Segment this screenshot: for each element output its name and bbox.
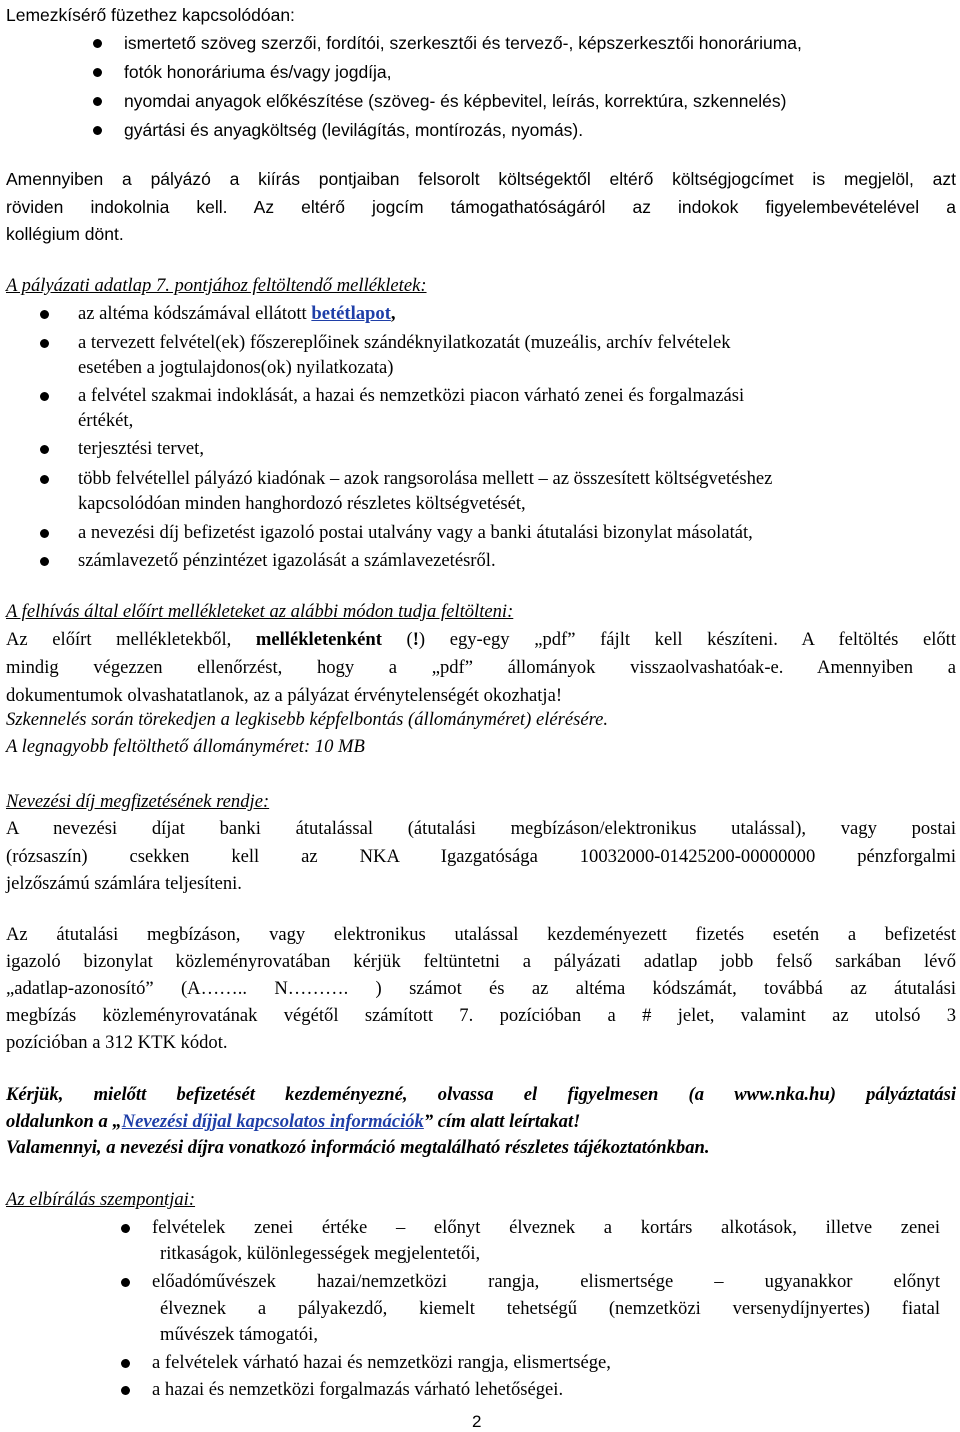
fee-line-2: (rózsaszín) csekken kell az NKA Igazgatósága 10032000-01425200-00000000 pénzforgalmi [6, 846, 956, 867]
bullet-icon [40, 310, 49, 319]
upload-line-1-bold: mellékletenként [255, 629, 382, 650]
notice-line-2-text-a: oldalunkon a „ [6, 1111, 122, 1132]
attachments-heading: A pályázati adatlap 7. pontjához feltöltendő mellékletek: [6, 275, 427, 296]
bullet-icon [40, 557, 49, 566]
bullet-icon [93, 126, 102, 135]
intro-heading: Lemezkísérő füzethez kapcsolódóan: [6, 5, 295, 25]
intro-item-1: ismertető szöveg szerzői, fordítói, szerkesztői és tervező-, képszerkesztői honoráriuma, [124, 33, 802, 53]
attachment-item-6: a nevezési díj befizetést igazoló postai utalvány vagy a banki átutalási bizonylat másolatát, [78, 522, 753, 543]
bullet-icon [93, 97, 102, 106]
attachment-item-2-line-1: a tervezett felvétel(ek) főszereplőinek szándéknyilatkozatát (muzeális, archív felvételek [78, 332, 731, 353]
attachment-item-5-line-2: kapcsolódóan minden hanghordozó részletes költségvetését, [78, 493, 526, 514]
transfer-line-1: Az átutalási megbízáson, vagy elektronikus utalással kezdeményezett fizetés esetén a befizetést [6, 924, 956, 945]
attachment-item-1-comma: , [390, 303, 396, 324]
criteria-item-2-line-3: művészek támogatói, [160, 1324, 319, 1345]
upload-line-2: mindig végezzen ellenőrzést, hogy a „pdf” állományok visszaolvashatóak-e. Amennyiben a [6, 657, 956, 678]
criteria-heading: Az elbírálás szempontjai: [6, 1189, 196, 1210]
upload-line-1-text-e: ) egy-egy „pdf” fájlt kell készíteni. A feltöltés előtt [418, 629, 957, 650]
notice-line-2-text-b: ” cím alatt leírtakat! [423, 1111, 581, 1132]
upload-line-1 [6, 628, 956, 652]
criteria-item-1-line-2: ritkaságok, különlegességek megjelentetői, [160, 1243, 481, 1264]
nevezesi-dij-info-link[interactable]: Nevezési díjjal kapcsolatos információk [121, 1111, 424, 1132]
bullet-icon [93, 68, 102, 77]
bullet-icon [121, 1386, 130, 1395]
upload-line-1-text-a: Az előírt mellékletekből, [6, 629, 256, 650]
bullet-icon [121, 1224, 130, 1233]
attachment-item-5-line-1: több felvétellel pályázó kiadónak – azok rangsorolása mellett – az összesített költségvetéshez [78, 468, 773, 489]
transfer-line-5: pozícióban a 312 KTK kódot. [6, 1032, 228, 1053]
bullet-icon [40, 475, 49, 484]
intro-paragraph-line-2: röviden indokolnia kell. Az eltérő jogcím támogathatóságáról az indokok figyelembevételével a [6, 197, 956, 217]
attachment-item-2-line-2: esetében a jogtulajdonos(ok) nyilatkozata) [78, 357, 394, 378]
attachment-item-7: számlavezető pénzintézet igazolását a számlavezetésről. [78, 550, 496, 571]
transfer-line-3: „adatlap-azonosító” (A…….. N………. ) számot és az altéma kódszámát, továbbá az átutalási [6, 978, 956, 999]
bullet-icon [40, 445, 49, 454]
fee-line-1: A nevezési díjat banki átutalással (átutalási megbízáson/elektronikus utalással), vagy postai [6, 818, 956, 839]
upload-line-1-exclamation: ! [412, 629, 419, 650]
criteria-item-1-line-1: felvételek zenei értéke – előnyt élveznek a kortárs alkotások, illetve zenei [152, 1217, 940, 1238]
criteria-item-2-line-2: élveznek a pályakezdő, kiemelt tehetségű (nemzetközi versenydíjnyertes) fiatal [160, 1298, 940, 1319]
upload-heading: A felhívás által előírt mellékleteket az alábbi módon tudja feltölteni: [6, 601, 514, 622]
notice-line-3: Valamennyi, a nevezési díjra vonatkozó információ megtalálható részletes tájékoztatónkban. [6, 1137, 710, 1158]
bullet-icon [40, 339, 49, 348]
bullet-icon [93, 39, 102, 48]
bullet-icon [121, 1278, 130, 1287]
attachment-item-4: terjesztési tervet, [78, 438, 204, 459]
fee-heading: Nevezési díj megfizetésének rendje: [6, 791, 270, 812]
transfer-line-2: igazoló bizonylat közleményrovatában kérjük feltüntetni a pályázati adatlap jobb felső sarkában lévő [6, 951, 956, 972]
attachment-item-1 [78, 302, 396, 326]
upload-line-4: Szkennelés során törekedjen a legkisebb képfelbontás (állományméret) elérésére. [6, 709, 609, 730]
upload-line-3: dokumentumok olvashatatlanok, az a pályázat érvénytelenségét okozhatja! [6, 685, 563, 706]
criteria-item-2-line-1: előadóművészek hazai/nemzetközi rangja, elismertsége – ugyanakkor előnyt [152, 1271, 940, 1292]
intro-paragraph-line-1: Amennyiben a pályázó a kiírás pontjaiban felsorolt költségektől eltérő költségjogcímet is megjelöl, azt [6, 169, 956, 189]
criteria-item-4: a hazai és nemzetközi forgalmazás várható lehetőségei. [152, 1379, 564, 1400]
betetlap-link[interactable]: betétlapot [311, 303, 391, 324]
upload-line-5: A legnagyobb feltölthető állományméret: 10 MB [6, 736, 365, 757]
criteria-item-3: a felvételek várható hazai és nemzetközi rangja, elismertsége, [152, 1352, 611, 1373]
notice-line-1: Kérjük, mielőtt befizetését kezdeményezné, olvassa el figyelmesen (a www.nka.hu) pályáztatási [6, 1084, 956, 1105]
intro-item-4: gyártási és anyagköltség (levilágítás, montírozás, nyomás). [124, 120, 584, 140]
bullet-icon [40, 529, 49, 538]
fee-line-3: jelzőszámú számlára teljesíteni. [6, 873, 242, 894]
bullet-icon [40, 392, 49, 401]
bullet-icon [121, 1359, 130, 1368]
notice-line-2 [6, 1110, 580, 1134]
intro-paragraph-line-3: kollégium dönt. [6, 224, 124, 244]
intro-item-3: nyomdai anyagok előkészítése (szöveg- és képbevitel, leírás, korrektúra, szkennelés) [124, 91, 787, 111]
attachment-item-3-line-1: a felvétel szakmai indoklását, a hazai és nemzetközi piacon várható zenei és forgalmazási [78, 385, 745, 406]
attachment-item-1-text: az altéma kódszámával ellátott [78, 303, 312, 324]
attachment-item-3-line-2: értékét, [78, 410, 134, 431]
upload-line-1-text-c: ( [381, 629, 413, 650]
transfer-line-4: megbízás közleményrovatának végétől számított 7. pozícióban a # jelet, valamint az utolsó 3 [6, 1005, 956, 1026]
intro-item-2: fotók honoráriuma és/vagy jogdíja, [124, 62, 392, 82]
page-number: 2 [472, 1412, 482, 1431]
